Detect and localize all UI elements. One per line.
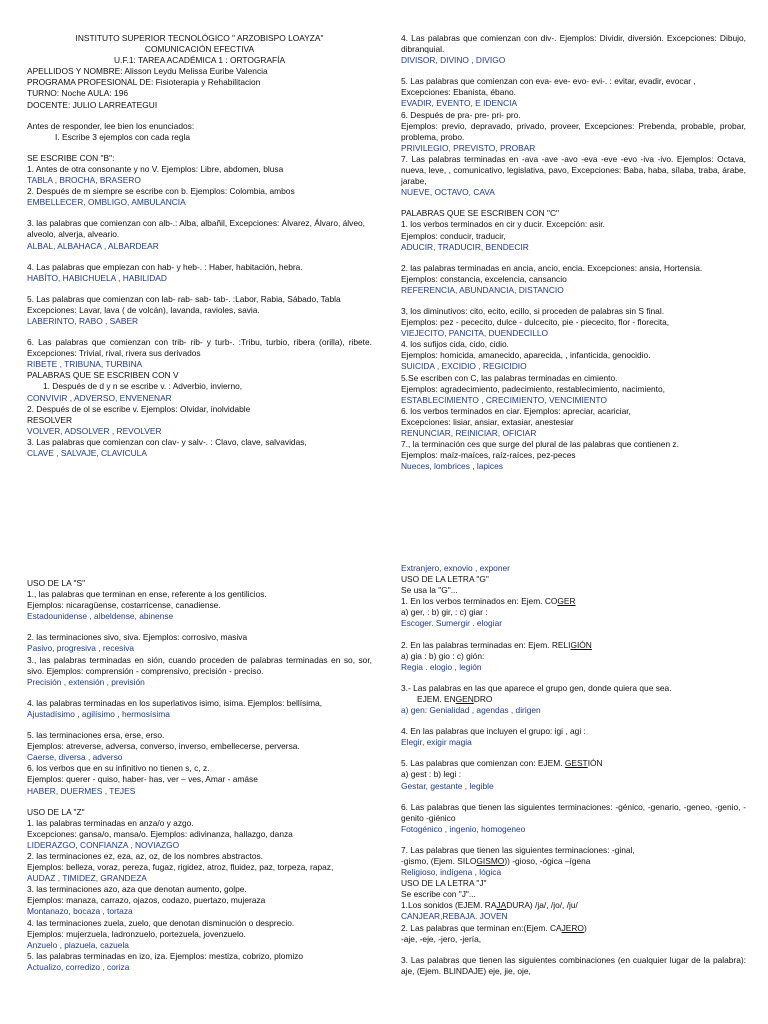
text-line: 1.Los sonidos (EJEM. RAJADURA) /ja/, /jo/, /ju/ (401, 900, 578, 911)
spacer (27, 327, 372, 337)
text-line: 3. las terminaciones azo, aza que denotan aumento, golpe. (27, 884, 247, 895)
example-answer-line: RENUNCIAR, REINICIAR, OFICIAR (401, 428, 537, 438)
text-line: PALABRAS QUE SE ESCRIBEN CON V (27, 370, 179, 381)
text-line: Ejemplos: conducir, traducir, (401, 230, 506, 241)
example-answer-line: ADUCIR, TRADUCIR, BENDECIR (401, 241, 529, 252)
text-line: 2. las terminaciones sivo, siva. Ejemplos: corrosivo, masiva (27, 632, 248, 643)
example-answer-line: HABÍTO, HABICHUELA , HABILIDAD (27, 272, 167, 283)
example-answer-line: a) gen: Genialidad , agendas , dirigen (401, 705, 541, 716)
example-answer-line: Regia . elogio , legión (401, 661, 482, 672)
example-answer-line: EMBELLECER, OMBLIGO, AMBULANCIA (27, 197, 186, 208)
text-line: RESOLVER (27, 414, 72, 425)
spacer (27, 688, 372, 698)
text-line: TURNO: Noche AULA: 196 (27, 88, 129, 99)
text-line: 1. Después de d y n se escribe v. : Adverbio, invierno, (43, 381, 243, 392)
text-line: Antes de responder, lee bien los enunciados: (27, 120, 195, 131)
spacer (27, 143, 372, 153)
text-line: PROGRAMA PROFESIONAL DE: Fisioterapia y Rehabilitacion (27, 77, 261, 88)
text-line: 3, los diminutivos: cito, ecito, ecillo, si proceden de palabras sin S final. (401, 305, 665, 316)
spacer (401, 630, 746, 640)
text-line: 2. En las palabras terminadas en: Ejem. RELIGIÓN (401, 639, 592, 650)
example-answer-line: Montanazo, bocaza , tortaza (27, 906, 133, 917)
spacer (27, 622, 372, 632)
text-line: Ejemplos: agradecimiento, padecimiento, restablecimiento, nacimiento, (401, 383, 665, 394)
example-answer-line: Fotogénico , ingenio, homogeneo (401, 823, 526, 834)
spacer (27, 208, 372, 218)
column-top-left (27, 33, 372, 459)
text-line: 3., las palabras terminadas en sión, cuando proceden de palabras terminadas en so, sor, sivo. Ejemplos: comprensión - comprensivo, precisión - preciso. (27, 654, 372, 676)
spacer (27, 797, 372, 807)
example-answer-line: Escoger. Sumergir . elogiar (401, 618, 503, 629)
text-line: -aje, -eje, -jero, -jería, (401, 933, 482, 944)
text-line: 5. las palabras terminadas en izo, iza. Ejemplos: mestiza, cobrizo, plomizo (27, 950, 304, 961)
example-answer-line: VIEJECITO, PANCITA, DUENDECILLO (401, 328, 549, 339)
example-answer-line: Nueces, lombrices , lapices (401, 461, 503, 472)
text-line: Ejemplos: querer - quiso, haber- has, ver – ves, Amar - amáse (27, 774, 258, 785)
example-answer-line: DIVISOR, DIVINO , DIVIGO (401, 55, 506, 66)
text-line: 1. En los verbos terminados en: Ejem. COGER (401, 596, 576, 607)
text-line: 1., las palabras que terminan en ense, referente a los gentilicios. (27, 589, 267, 600)
example-answer-line: Actualizo, corredizo , coriza (27, 961, 130, 972)
spacer (401, 66, 746, 76)
text-line: USO DE LA LETRA "J" (401, 878, 487, 889)
example-answer-line: LIDERAZGO, CONFIANZA , NOVIAZGO (27, 839, 180, 850)
text-line: USO DE LA "S" (27, 578, 86, 588)
text-line: 4. Las palabras que empiezan con hab- y heb-. : Haber, habitación, hebra. (27, 261, 303, 272)
text-line: Ejemplos: belleza, voraz, pereza, fugaz, rigidez, atroz, fluidez, paz, torpeza, rapaz, (27, 862, 334, 873)
example-answer-line: Caerse, diversa , adverso (27, 752, 123, 763)
spacer (27, 111, 372, 121)
text-line: 6. los verbos terminados en ciar. Ejemplos: apreciar, acariciar, (401, 405, 631, 416)
example-answer-line: REFERENCIA, ABUNDANCIA, DISTANCIO (401, 284, 564, 295)
text-line: a) ger, : b) gir, : c) giar : (401, 607, 488, 618)
text-line: 5. Las palabras que comienzan con lab- rab- sab- tab-. :Labor, Rabia, Sábado, Tabla Excepciones: Lavar, lava ( de volcán), lavanda, ravioles, savia. (27, 293, 341, 315)
text-line: PALABRAS QUE SE ESCRIBEN CON "C" (401, 208, 559, 219)
text-line: 6. Las palabras que comienzan con trib- rib- y turb-. :Tribu, turbio, ribera (orilla), ribete. Excepciones: Trivial, rival, rivera sus derivados (27, 337, 372, 359)
text-line: EJEM. ENGENDRO (417, 693, 493, 704)
text-line: I. Escribe 3 ejemplos con cada regla (55, 131, 191, 142)
text-line: 1. las palabras terminadas en anza/o y azgo. (27, 817, 194, 828)
text-line: a) gia : b) gio : c) gión: (401, 650, 485, 661)
spacer (401, 253, 746, 263)
text-line: 4. las palabras terminadas en los superlativos isimo, isima. Ejemplos: bellísima, (27, 697, 323, 708)
text-line: 4. En las palabras que incluyen el grupo: igi , agi : (401, 726, 586, 737)
example-answer-line: ESTABLECIMIENTO , CRECIMIENTO, VENCIMIENTO (401, 394, 607, 405)
example-answer-line: TABLA , BROCHA, BRASERO (27, 175, 141, 186)
text-line: USO DE LA "Z" (27, 806, 85, 817)
text-line: Ejemplos: homicida, amanecido, aparecida, , infanticida, genocidio. (401, 350, 651, 361)
text-line: Ejemplos: previo, depravado, privado, proveer, Excepciones: Prebenda, probable, probar, problema, probo. (401, 120, 746, 142)
example-answer-line: CLAVE , SALVAJE, CLAVICULA (27, 448, 147, 458)
text-line: a) gest : b) legi : (401, 769, 462, 780)
example-answer-line: Extranjero, exnovio , exponer (401, 563, 510, 573)
spacer (401, 296, 746, 306)
text-line: 5. Las palabras que comienzan con: EJEM. GESTIÓN (401, 758, 603, 769)
text-line: 3. Las palabras que tienen las siguientes combinaciones (en cualquier lugar de la palabra): aje, (Ejem. BLINDAJE) eje, jie, oje, (401, 954, 746, 976)
text-line: DOCENTE: JULIO LARREATEGUI (27, 99, 158, 110)
spacer (401, 748, 746, 758)
text-line: Se usa la "G"... (401, 585, 458, 596)
text-line: Excepciones: lisiar, ansiar, extasiar, anestesiar (401, 416, 574, 427)
example-answer-line: CONVIVIR , ADVERSO, ENVENENAR (27, 392, 172, 403)
example-answer-line: Gestar, gestante , legible (401, 780, 494, 791)
text-line: 2. Después de m siempre se escribe con b. Ejemplos: Colombia, ambos (27, 186, 295, 197)
text-line: -gismo, (Ejem. SILOGISMO)) -gioso, -ógica –ígena (401, 855, 591, 866)
text-line: 6. Después de pra- pre- pri- pro. (401, 109, 521, 120)
text-line: SE ESCRIBE CON "B": (27, 152, 115, 163)
spacer (401, 716, 746, 726)
text-line: Ejemplos: maíz-maíces, raíz-raíces, pez-peces (401, 450, 576, 461)
text-line: 7., la terminación ces que surge del plural de las palabras que contienen z. (401, 439, 679, 450)
text-line: 4. las terminaciones zuela, zuelo, que denotan disminución o desprecio. (27, 917, 295, 928)
text-line: APELLIDOS Y NOMBRE: Alisson Leydu Melissa Euribe Valencia (27, 66, 268, 77)
text-line: USO DE LA LETRA "G" (401, 574, 489, 585)
text-line: 2. las palabras terminadas en ancia, ancio, encia. Excepciones: ansia, Hortensia. (401, 262, 703, 273)
text-line: Ejemplos: nicaragüense, costarricense, canadiense. (27, 600, 221, 611)
text-line: 2. Después de ol se escribe v. Ejemplos: Olvidar, inolvidable (27, 403, 251, 414)
example-answer-line: SUICIDA , EXCIDIO , REGICIDIO (401, 361, 527, 372)
example-answer-line: HABER, DUERMES , TEJES (27, 785, 136, 796)
text-line: Ejemplos: constancia, excelencia, cansancio (401, 273, 567, 284)
example-answer-line: NUEVE, OCTAVO, CAVA (401, 187, 495, 198)
text-line: 5. Las palabras que comienzan con eva- eve- evo- evi-. : evitar, evadir, evocar , Excepciones: Ebanista, ébano. (401, 76, 696, 98)
text-line: 3. Las palabras que comienzan con clav- y salv-. : Clavo, clave, salvavidas, (27, 436, 307, 447)
text-line: 5.Se escriben con C, las palabras terminadas en cimiento. (401, 372, 618, 383)
example-answer-line: Estadounidense , albeldense, abinense (27, 611, 174, 622)
example-answer-line: PRIVILEGIO, PREVISTO, PROBAR (401, 142, 536, 153)
column-bottom-right (401, 563, 746, 977)
example-answer-line: VOLVER, ADSOLVER , REVOLVER (27, 425, 162, 436)
spacer (401, 673, 746, 683)
text-line: 1. los verbos terminados en cir y ducir. Excepción: asir. (401, 219, 605, 230)
text-line: Ejemplos: mujerzuela, ladronzuelo, portezuela, jovenzuelo. (27, 928, 246, 939)
text-line: 7. Las palabras terminadas en -ava -ave -avo -eva -eve -evo -iva -ivo. Ejemplos: Octava, nueva, leve, , comunicativo, legislativa, pavo, Excepciones: Baba, haba, sílaba, traba, árabe, jarabe, (401, 153, 746, 187)
example-answer-line: LABERINTO, RABO , SABER (27, 315, 139, 326)
text-line: 7. Las palabras que tienen las siguientes terminaciones: -ginal, (401, 844, 635, 855)
spacer (27, 252, 372, 262)
spacer (401, 792, 746, 802)
text-line: 1. Antes de otra consonante y no V. Ejemplos: Libre, abdomen, blusa (27, 163, 284, 174)
example-answer-line: Ajustadísimo , agilísimo , hermosísima (27, 708, 170, 719)
spacer (27, 284, 372, 294)
example-answer-line: Precisión , extensión , previsión (27, 676, 145, 687)
example-answer-line: Pasivo, progresiva , recesiva (27, 643, 135, 654)
spacer (401, 945, 746, 955)
text-line: 4. Las palabras que comienzan con div-. Ejemplos: Dividir, diversión. Excepciones: Dibujo, dibranquial. (401, 33, 746, 55)
text-line: 4. los sufijos cida, cido, cidio. (401, 339, 509, 350)
example-answer-line: AUDAZ , TIMIDEZ, GRANDEZA (27, 873, 147, 884)
example-answer-line: EVADIR, EVENTO, E IDENCIA (401, 98, 518, 109)
text-line: Ejemplos: atreverse, adversa, converso, inverso, embellecerse, perversa. (27, 741, 300, 752)
text-line: COMUNICACIÓN EFECTIVA (144, 44, 255, 55)
text-line: Excepciones: gansa/o, mansa/o. Ejemplos: adivinanza, hallazgo, danza (27, 828, 293, 839)
text-line: Se escribe con "J"... (401, 889, 476, 900)
text-line: 3. las palabras que comienzan con alb-.: Alba, albañil, Excepciones: Álvarez, Álvaro, álveo, alveolo, alverja, alveario. (27, 218, 365, 240)
text-line: 2. las terminaciones ez, eza, az, oz, de los nombres abstractos. (27, 850, 264, 861)
spacer (401, 835, 746, 845)
text-line: 2. Las palabras que terminan en:(Ejem. CAJERO) (401, 922, 587, 933)
example-answer-line: Religioso, indígena , lógica (401, 867, 502, 878)
example-answer-line: Elegir, exigir magia (401, 737, 472, 748)
spacer (401, 198, 746, 208)
example-answer-line: RIBETE , TRIBUNA, TURBINA (27, 359, 143, 370)
text-line: 6. Las palabras que tienen las siguientes terminaciones: -génico, -genario, -geneo, -genio, -genito -giénico (401, 801, 746, 823)
spacer (27, 720, 372, 730)
text-line: INSTITUTO SUPERIOR TECNOLÓGICO " ARZOBISPO LOAYZA" (75, 33, 324, 43)
column-top-right (401, 33, 746, 472)
column-bottom-left (27, 578, 372, 973)
example-answer-line: Anzuelo , plazuela, cazuela (27, 939, 129, 950)
text-line: 6. los verbos que en su infinitivo no tienen s, c, z. (27, 763, 210, 774)
example-answer-line: ALBAL, ALBAHACA , ALBARDEAR (27, 240, 159, 251)
text-line: 5. las terminaciones ersa, erse, erso. (27, 730, 165, 741)
text-line: Ejemplos: pez - pececito, dulce - dulcecito, pie - piececito, flor - florecita, (401, 317, 670, 328)
text-line: Ejemplos: manaza, carrazo, ojazos, codazo, puertazo, mujeraza (27, 895, 266, 906)
example-answer-line: CANJEAR,REBAJA. JOVEN (401, 911, 508, 922)
text-line: 3.- Las palabras en las que aparece el grupo gen, donde quiera que sea. (401, 682, 672, 693)
text-line: U.F.1: TAREA ACADÉMICA 1 : ORTOGRAFÍA (113, 55, 286, 66)
